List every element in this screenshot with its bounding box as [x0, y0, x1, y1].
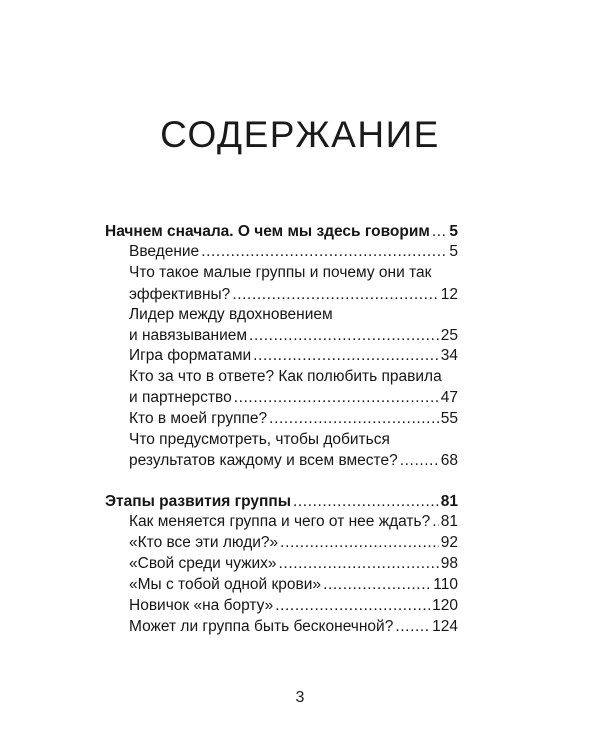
toc-entry-title: Новичок «на борту»	[129, 597, 274, 614]
toc-page-number: 98	[440, 555, 458, 572]
toc-entry-title: Как меняется группа и чего от нее ждать?	[129, 513, 431, 530]
toc-entry-title-line[interactable]: Кто за что в ответе? Как полюбить правила	[129, 368, 442, 385]
toc-section-title: Начнем сначала. О чем мы здесь говорим	[105, 223, 430, 240]
dot-leader	[249, 326, 439, 346]
dot-leader	[432, 222, 448, 242]
toc-entry-title: Игра форматами	[129, 347, 252, 364]
toc-page-number: 92	[440, 534, 458, 551]
dot-leader	[232, 285, 438, 305]
page-title: СОДЕРЖАНИЕ	[160, 114, 440, 155]
toc-entry-title: Может ли группа быть бесконечной?	[129, 618, 394, 635]
dot-leader	[201, 242, 447, 262]
page-number: 3	[295, 689, 305, 706]
toc-page-number: 12	[440, 286, 458, 303]
toc-page-number: 25	[440, 327, 458, 344]
toc-page-number: 120	[432, 597, 458, 614]
dot-leader	[253, 346, 439, 366]
toc-entry[interactable]	[129, 554, 458, 574]
toc-entry[interactable]	[129, 512, 458, 532]
dot-leader	[323, 575, 431, 595]
toc-entry-title-line[interactable]: Лидер между вдохновением	[129, 306, 333, 323]
toc-section-heading[interactable]	[105, 492, 458, 512]
toc-entry[interactable]	[129, 451, 458, 471]
toc-entry[interactable]	[129, 285, 458, 305]
toc-entry-title-line[interactable]: Что такое малые группы и почему они так	[129, 264, 432, 281]
dot-leader	[279, 554, 439, 574]
dot-leader	[400, 451, 439, 471]
toc-entry[interactable]	[129, 575, 458, 595]
toc-entry-title: и партнерство	[129, 389, 232, 406]
toc-page-number: 47	[440, 389, 458, 406]
toc-entry[interactable]	[129, 533, 458, 553]
dot-leader	[275, 596, 430, 616]
toc-entry[interactable]	[129, 617, 458, 637]
toc-entry[interactable]	[129, 326, 458, 346]
toc-entry-title: «Мы с тобой одной крови»	[129, 576, 322, 593]
toc-page-number: 110	[433, 576, 458, 593]
toc-entry-title: «Кто все эти люди?»	[129, 534, 279, 551]
toc-entry-title: Кто в моей группе?	[129, 410, 268, 427]
toc-entry-title: Введение	[129, 243, 200, 260]
toc-entry-title: и навязыванием	[129, 327, 248, 344]
toc-page-number: 5	[449, 223, 458, 240]
toc-page-number: 68	[440, 452, 458, 469]
dot-leader	[293, 492, 439, 512]
dot-leader	[395, 617, 430, 637]
toc-entry[interactable]	[129, 346, 458, 366]
toc-section-heading[interactable]	[105, 222, 458, 242]
toc-entry-title: эффективны?	[129, 286, 231, 303]
toc-page-number: 34	[440, 347, 458, 364]
toc-page-number: 124	[432, 618, 458, 635]
dot-leader	[280, 533, 439, 553]
toc-entry[interactable]	[129, 409, 458, 429]
toc-page-number: 81	[440, 513, 458, 530]
toc-entry-title: «Свой среди чужих»	[129, 555, 277, 572]
toc-entry-title-line[interactable]: Что предусмотреть, чтобы добиться	[129, 431, 390, 448]
toc-page-number: 5	[449, 243, 458, 260]
toc-page-number: 55	[440, 410, 458, 427]
toc-entry[interactable]	[129, 242, 458, 262]
dot-leader	[432, 512, 439, 532]
dot-leader	[234, 388, 439, 408]
toc-entry[interactable]	[129, 388, 458, 408]
dot-leader	[269, 409, 439, 429]
toc-entry-title: результатов каждому и всем вместе?	[129, 452, 398, 469]
toc-page-number: 81	[440, 493, 458, 510]
toc-entry[interactable]	[129, 596, 458, 616]
toc-section-title: Этапы развития группы	[105, 493, 291, 510]
